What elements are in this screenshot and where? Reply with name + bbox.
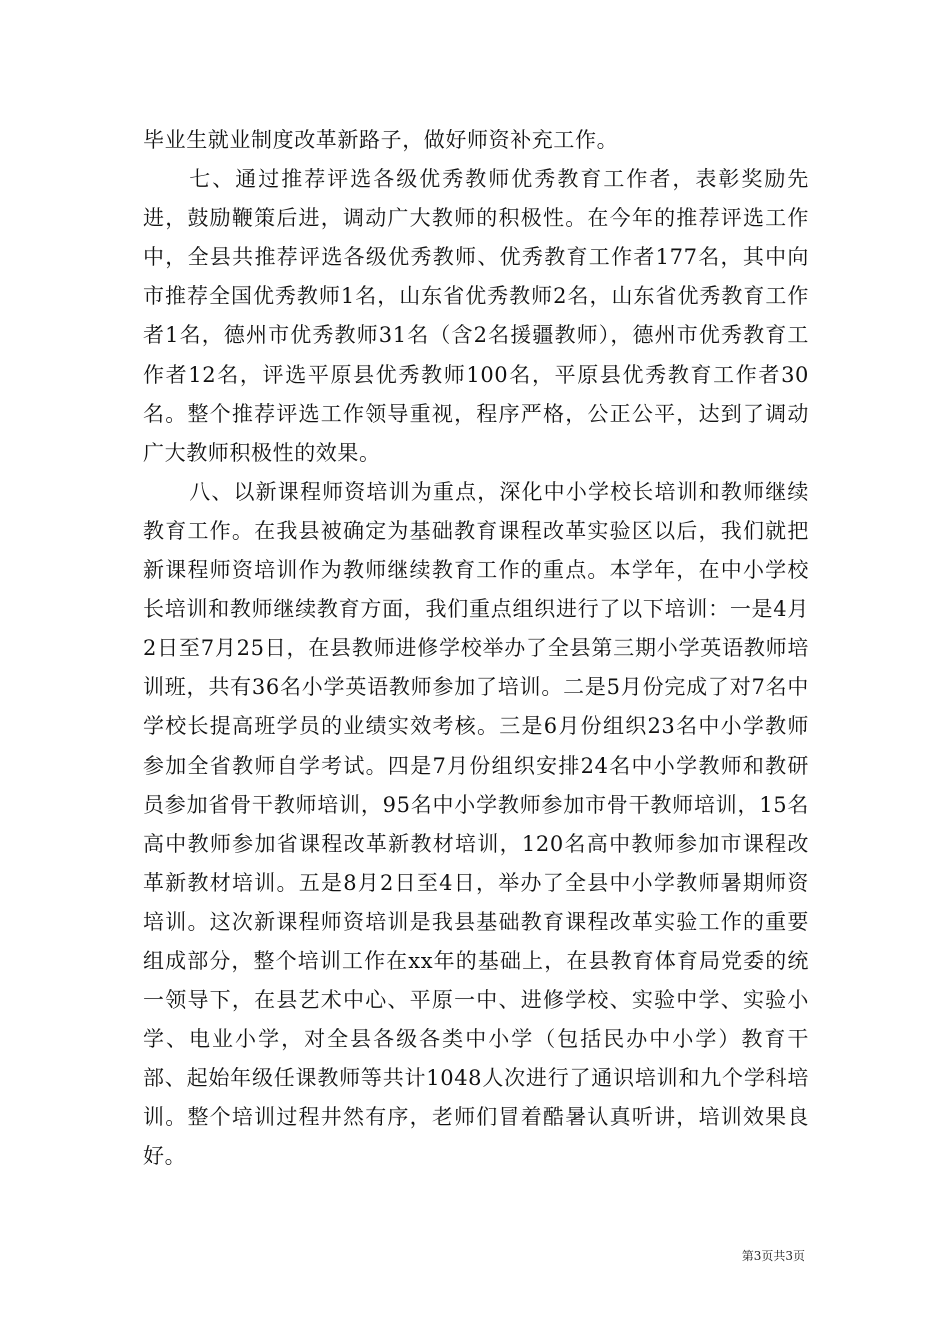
paragraph-section-seven: 七、通过推荐评选各级优秀教师优秀教育工作者，表彰奖励先进，鼓励鞭策后进，调动广大教师的积极性。在今年的推荐评选工作中，全县共推荐评选各级优秀教师、优秀教育工作者177名，其中向市推荐全国优秀教师1名，山东省优秀教师2名，山东省优秀教育工作者1名，德州市优秀教师31名（含2名援疆教师），德州市优秀教育工作者12名，评选平原县优秀教师100名，平原县优秀教育工作者30名。整个推荐评选工作领导重视，程序严格，公正公平，达到了调动广大教师积极性的效果。 [143,167,809,465]
page-number-footer: 第3页共3页 [741,1249,805,1263]
paragraph-section-eight: 八、以新课程师资培训为重点，深化中小学校长培训和教师继续教育工作。在我县被确定为基础教育课程改革实验区以后，我们就把新课程师资培训作为教师继续教育工作的重点。本学年，在中小学校长培训和教师继续教育方面，我们重点组织进行了以下培训：一是4月2日至7月25日，在县教师进修学校举办了全县第三期小学英语教师培训班，共有36名小学英语教师参加了培训。二是5月份完成了对7名中学校长提高班学员的业绩实效考核。三是6月份组织23名中小学教师参加全省教师自学考试。四是7月份组织安排24名中小学教师和教研员参加省骨干教师培训，95名中小学教师参加市骨干教师培训，15名高中教师参加省课程改革新教材培训，120名高中教师参加市课程改革新教材培训。五是8月2日至4日，举办了全县中小学教师暑期师资培训。这次新课程师资培训是我县基础教育课程改革实验工作的重要组成部分，整个培训工作在xx年的基础上，在县教育体育局党委的统一领导下，在县艺术中心、平原一中、进修学校、实验中学、实验小学、电业小学，对全县各级各类中小学（包括民办中小学）教育干部、起始年级任课教师等共计1048人次进行了通识培训和九个学科培训。整个培训过程井然有序，老师们冒着酷暑认真听讲，培训效果良好。 [143,479,809,1169]
document-body [143,121,809,1177]
paragraph-continuation: 毕业生就业制度改革新路子，做好师资补充工作。 [143,128,619,152]
